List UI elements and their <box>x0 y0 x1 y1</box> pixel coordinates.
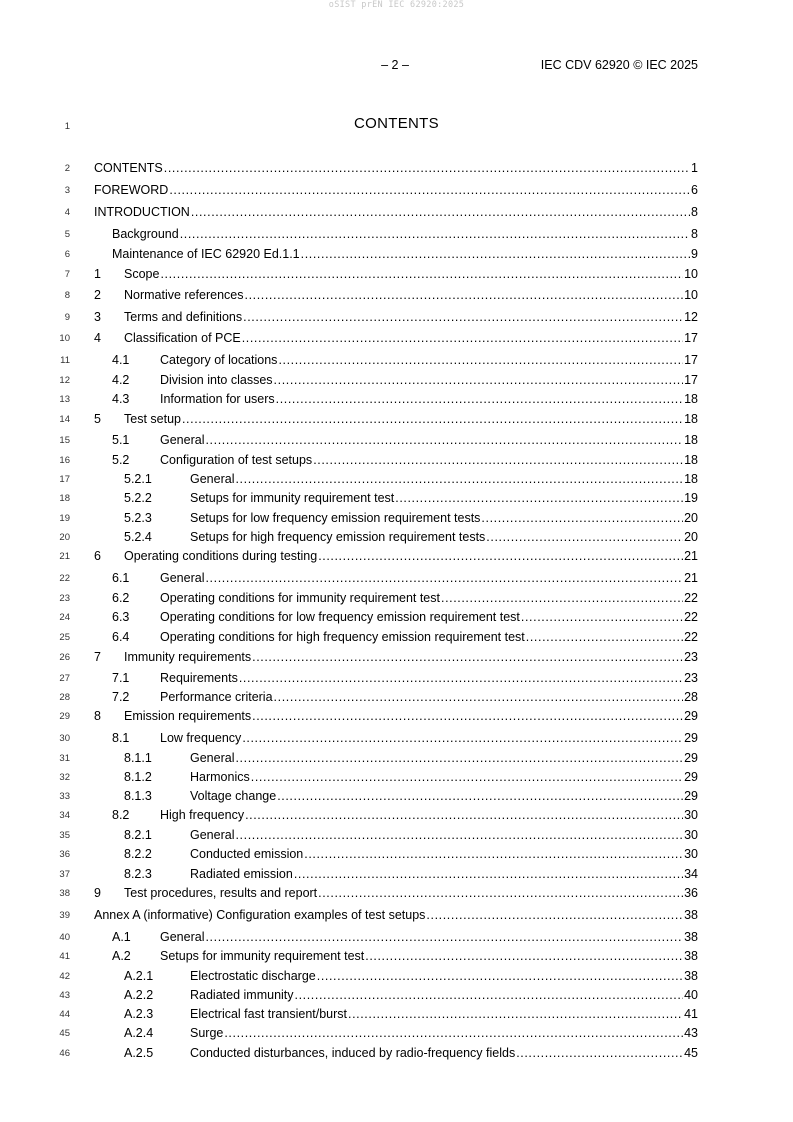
dot-leader <box>318 885 683 901</box>
toc-entry[interactable] <box>112 372 698 388</box>
toc-entry-number: 8.1.2 <box>124 770 152 784</box>
line-number: 43 <box>59 990 70 1001</box>
dot-leader <box>224 1025 683 1041</box>
toc-entry[interactable] <box>124 529 698 545</box>
toc-entry[interactable] <box>124 490 698 506</box>
line-number: 16 <box>59 455 70 466</box>
line-number: 42 <box>59 971 70 982</box>
line-number: 25 <box>59 632 70 643</box>
toc-entry-page: 18 <box>684 453 698 467</box>
toc-entry-number: 6.3 <box>112 610 130 624</box>
dot-leader <box>242 730 683 746</box>
toc-entry-title: FOREWORD <box>94 183 169 197</box>
toc-entry[interactable] <box>94 160 698 176</box>
toc-entry-number: A.2 <box>112 949 131 963</box>
dot-leader <box>277 788 683 804</box>
toc-entry-title: High frequency <box>160 808 245 822</box>
toc-entry-page: 40 <box>684 988 698 1002</box>
toc-entry-number: A.2.3 <box>124 1007 154 1021</box>
toc-entry[interactable] <box>124 788 698 804</box>
toc-entry-number: 8.2.1 <box>124 828 152 842</box>
dot-leader <box>235 827 683 843</box>
dot-leader <box>365 948 683 964</box>
toc-entry-number: A.2.4 <box>124 1026 154 1040</box>
dot-leader <box>205 929 683 945</box>
toc-entry-number: A.2.1 <box>124 969 154 983</box>
dot-leader <box>169 182 690 198</box>
dot-leader <box>295 987 684 1003</box>
toc-entry-number: 8.1 <box>112 731 130 745</box>
toc-entry-number: 6.1 <box>112 571 130 585</box>
toc-entry-page: 19 <box>684 491 698 505</box>
toc-entry[interactable] <box>94 266 698 282</box>
toc-entry-page: 21 <box>684 549 698 563</box>
toc-entry-title: Operating conditions for high frequency emission requirement test <box>160 630 525 644</box>
toc-entry[interactable] <box>124 750 698 766</box>
dot-leader <box>441 590 683 606</box>
line-number: 8 <box>64 290 70 301</box>
toc-entry-page: 30 <box>684 828 698 842</box>
document-id: IEC CDV 62920 © IEC 2025 <box>540 58 698 72</box>
toc-entry-page: 34 <box>684 867 698 881</box>
line-number: 35 <box>59 830 70 841</box>
toc-entry-page: 18 <box>684 412 698 426</box>
line-number: 2 <box>64 163 70 174</box>
line-number: 19 <box>59 513 70 524</box>
toc-entry-page: 38 <box>684 908 698 922</box>
line-number: 39 <box>59 910 70 921</box>
toc-entry-title: Maintenance of IEC 62920 Ed.1.1 <box>112 247 300 261</box>
toc-entry-number: 5.2.2 <box>124 491 152 505</box>
toc-entry-title: Voltage change <box>190 789 277 803</box>
page-title: CONTENTS <box>354 115 439 132</box>
dot-leader <box>516 1045 683 1061</box>
toc-entry-title: Conducted emission <box>190 847 304 861</box>
line-number: 41 <box>59 951 70 962</box>
toc-entry-title: Operating conditions during testing <box>124 549 318 563</box>
toc-entry-page: 38 <box>684 949 698 963</box>
line-number: 1 <box>64 121 70 132</box>
toc-entry-number: 5 <box>94 412 101 426</box>
toc-entry-title: Category of locations <box>160 353 278 367</box>
toc-entry-page: 6 <box>691 183 698 197</box>
toc-entry[interactable] <box>124 1025 698 1041</box>
toc-entry-number: 5.1 <box>112 433 130 447</box>
toc-entry-page: 10 <box>684 267 698 281</box>
toc-entry-page: 10 <box>684 288 698 302</box>
toc-entry-page: 30 <box>684 808 698 822</box>
toc-entry-page: 21 <box>684 571 698 585</box>
line-number: 17 <box>59 474 70 485</box>
toc-entry[interactable] <box>94 287 698 303</box>
line-number: 23 <box>59 593 70 604</box>
toc-entry-page: 17 <box>684 331 698 345</box>
dot-leader <box>180 226 690 242</box>
toc-entry[interactable] <box>112 629 698 645</box>
toc-entry-number: 9 <box>94 886 101 900</box>
toc-entry-page: 43 <box>684 1026 698 1040</box>
toc-entry-page: 8 <box>691 227 698 241</box>
toc-entry-number: 6.4 <box>112 630 130 644</box>
toc-entry-number: 5.2 <box>112 453 130 467</box>
toc-entry-number: 7 <box>94 650 101 664</box>
line-number: 30 <box>59 733 70 744</box>
line-number: 6 <box>64 249 70 260</box>
dot-leader <box>395 490 683 506</box>
toc-entry[interactable] <box>94 708 698 724</box>
toc-entry[interactable] <box>94 411 698 427</box>
toc-entry[interactable] <box>124 1006 698 1022</box>
toc-entry[interactable] <box>112 452 698 468</box>
toc-entry-number: 1 <box>94 267 101 281</box>
dot-leader <box>205 432 683 448</box>
toc-entry[interactable] <box>94 330 698 346</box>
toc-entry[interactable] <box>124 866 698 882</box>
dot-leader <box>278 352 683 368</box>
toc-entry[interactable] <box>94 649 698 665</box>
toc-entry-page: 22 <box>684 591 698 605</box>
toc-entry-page: 17 <box>684 373 698 387</box>
toc-entry[interactable] <box>112 670 698 686</box>
line-number: 15 <box>59 435 70 446</box>
dot-leader <box>481 510 683 526</box>
toc-entry-number: 5.2.4 <box>124 530 152 544</box>
dot-leader <box>301 246 690 262</box>
toc-entry[interactable] <box>94 204 698 220</box>
toc-entry-number: 8.1.1 <box>124 751 152 765</box>
toc-entry-page: 22 <box>684 610 698 624</box>
toc-entry[interactable] <box>124 471 698 487</box>
toc-entry-number: 4.1 <box>112 353 130 367</box>
line-number: 21 <box>59 551 70 562</box>
line-number: 20 <box>59 532 70 543</box>
toc-entry-page: 45 <box>684 1046 698 1060</box>
line-number: 36 <box>59 849 70 860</box>
toc-entry-title: Emission requirements <box>124 709 252 723</box>
line-number: 44 <box>59 1009 70 1020</box>
line-number: 11 <box>60 355 70 366</box>
toc-entry-title: Radiated emission <box>190 867 293 881</box>
toc-entry-title: General <box>160 930 205 944</box>
toc-entry-page: 8 <box>691 205 698 219</box>
toc-entry-title: Normative references <box>124 288 244 302</box>
dot-leader <box>191 204 690 220</box>
toc-entry-page: 18 <box>684 433 698 447</box>
toc-entry-title: General <box>160 433 205 447</box>
toc-entry-title: Division into classes <box>160 373 273 387</box>
line-number: 38 <box>59 888 70 899</box>
dot-leader <box>182 411 683 427</box>
toc-entry-title: Low frequency <box>160 731 242 745</box>
toc-entry-title: Setups for immunity requirement test <box>190 491 395 505</box>
toc-entry-page: 29 <box>684 751 698 765</box>
line-number: 32 <box>59 772 70 783</box>
toc-entry[interactable] <box>112 352 698 368</box>
toc-entry-title: Classification of PCE <box>124 331 241 345</box>
dot-leader <box>304 846 683 862</box>
toc-entry-number: 8.2.3 <box>124 867 152 881</box>
toc-entry[interactable] <box>112 730 698 746</box>
toc-entry[interactable] <box>124 827 698 843</box>
toc-entry-title: CONTENTS <box>94 161 163 175</box>
line-number: 26 <box>59 652 70 663</box>
toc-entry-page: 1 <box>691 161 698 175</box>
toc-entry[interactable] <box>124 769 698 785</box>
toc-entry-title: General <box>160 571 205 585</box>
toc-entry[interactable] <box>112 609 698 625</box>
toc-entry-title: Background <box>112 227 179 241</box>
toc-entry-page: 22 <box>684 630 698 644</box>
line-number: 22 <box>59 573 70 584</box>
toc-entry-page: 20 <box>684 530 698 544</box>
line-number: 13 <box>59 394 70 405</box>
toc-entry-page: 29 <box>684 789 698 803</box>
dot-leader <box>243 309 683 325</box>
toc-entry-title: Information for users <box>160 392 275 406</box>
dot-leader <box>521 609 683 625</box>
toc-entry-number: 2 <box>94 288 101 302</box>
toc-entry-number: A.2.5 <box>124 1046 154 1060</box>
line-number: 31 <box>59 753 70 764</box>
toc-entry-page: 38 <box>684 969 698 983</box>
toc-entry[interactable] <box>124 968 698 984</box>
dot-leader <box>294 866 683 882</box>
toc-entry-title: Configuration of test setups <box>160 453 313 467</box>
toc-entry-number: 5.2.3 <box>124 511 152 525</box>
toc-entry-page: 18 <box>684 392 698 406</box>
toc-entry-title: Surge <box>190 1026 224 1040</box>
toc-entry-title: Immunity requirements <box>124 650 252 664</box>
toc-entry[interactable] <box>94 907 698 923</box>
toc-entry-title: Setups for high frequency emission requirement tests <box>190 530 486 544</box>
toc-entry-number: 8.1.3 <box>124 789 152 803</box>
toc-entry-number: A.1 <box>112 930 131 944</box>
line-number: 37 <box>59 869 70 880</box>
line-number: 4 <box>64 207 70 218</box>
toc-entry-number: 8.2 <box>112 808 130 822</box>
dot-leader <box>160 266 683 282</box>
toc-entry-page: 41 <box>684 1007 698 1021</box>
toc-entry[interactable] <box>94 548 698 564</box>
toc-entry[interactable] <box>112 948 698 964</box>
dot-leader <box>205 570 683 586</box>
toc-entry-number: A.2.2 <box>124 988 154 1002</box>
toc-entry-title: General <box>190 828 235 842</box>
toc-entry-title: General <box>190 751 235 765</box>
toc-entry-page: 29 <box>684 770 698 784</box>
toc-entry-title: Annex A (informative) Configuration examples of test setups <box>94 908 426 922</box>
toc-entry-page: 30 <box>684 847 698 861</box>
toc-entry-number: 6 <box>94 549 101 563</box>
line-number: 12 <box>59 375 70 386</box>
toc-entry[interactable] <box>124 846 698 862</box>
toc-entry[interactable] <box>124 1045 698 1061</box>
line-number: 40 <box>59 932 70 943</box>
line-number: 34 <box>59 810 70 821</box>
dot-leader <box>242 330 683 346</box>
toc-entry-page: 29 <box>684 731 698 745</box>
dot-leader <box>251 769 683 785</box>
line-number: 7 <box>64 269 70 280</box>
toc-entry-page: 38 <box>684 930 698 944</box>
toc-entry-page: 29 <box>684 709 698 723</box>
toc-entry-number: 7.2 <box>112 690 130 704</box>
line-number: 5 <box>64 229 70 240</box>
toc-entry-page: 23 <box>684 650 698 664</box>
toc-entry[interactable] <box>94 885 698 901</box>
toc-entry-number: 7.1 <box>112 671 130 685</box>
dot-leader <box>348 1006 683 1022</box>
toc-entry-number: 8 <box>94 709 101 723</box>
toc-entry[interactable] <box>112 391 698 407</box>
dot-leader <box>239 670 683 686</box>
toc-entry-number: 5.2.1 <box>124 472 152 486</box>
toc-entry-title: Setups for immunity requirement test <box>160 949 365 963</box>
line-number: 10 <box>59 333 70 344</box>
toc-entry-title: General <box>190 472 235 486</box>
dot-leader <box>245 807 683 823</box>
dot-leader <box>235 750 683 766</box>
line-number: 28 <box>59 692 70 703</box>
toc-entry-number: 6.2 <box>112 591 130 605</box>
toc-entry-title: Electrostatic discharge <box>190 969 316 983</box>
toc-entry-page: 18 <box>684 472 698 486</box>
toc-entry-page: 23 <box>684 671 698 685</box>
dot-leader <box>313 452 683 468</box>
toc-entry[interactable] <box>112 570 698 586</box>
toc-entry-page: 28 <box>684 690 698 704</box>
dot-leader <box>164 160 690 176</box>
toc-entry-number: 4 <box>94 331 101 345</box>
toc-entry[interactable] <box>112 929 698 945</box>
page-number: – 2 – <box>381 58 409 72</box>
dot-leader <box>274 689 684 705</box>
toc-entry-page: 20 <box>684 511 698 525</box>
toc-entry-number: 3 <box>94 310 101 324</box>
toc-entry-page: 12 <box>684 310 698 324</box>
toc-entry[interactable] <box>94 309 698 325</box>
toc-entry-page: 36 <box>684 886 698 900</box>
line-number: 29 <box>59 711 70 722</box>
toc-entry-title: INTRODUCTION <box>94 205 190 219</box>
dot-leader <box>318 548 683 564</box>
watermark: oSIST prEN IEC 62920:2025 <box>328 0 465 10</box>
toc-entry[interactable] <box>112 226 698 242</box>
dot-leader <box>245 287 684 303</box>
toc-entry-title: Terms and definitions <box>124 310 243 324</box>
line-number: 9 <box>64 312 70 323</box>
toc-entry[interactable] <box>112 432 698 448</box>
toc-entry-title: Operating conditions for low frequency emission requirement test <box>160 610 520 624</box>
line-number: 18 <box>59 493 70 504</box>
toc-entry-title: Performance criteria <box>160 690 273 704</box>
toc-entry-page: 17 <box>684 353 698 367</box>
dot-leader <box>276 391 683 407</box>
dot-leader <box>252 708 683 724</box>
toc-entry[interactable] <box>94 182 698 198</box>
toc-entry[interactable] <box>112 590 698 606</box>
toc-entry-title: Radiated immunity <box>190 988 294 1002</box>
line-number: 3 <box>64 185 70 196</box>
toc-entry-title: Electrical fast transient/burst <box>190 1007 348 1021</box>
dot-leader <box>274 372 684 388</box>
toc-entry-title: Conducted disturbances, induced by radio-frequency fields <box>190 1046 516 1060</box>
toc-entry[interactable] <box>124 510 698 526</box>
toc-entry-title: Test setup <box>124 412 181 426</box>
toc-entry[interactable] <box>124 987 698 1003</box>
line-number: 33 <box>59 791 70 802</box>
toc-entry-title: Harmonics <box>190 770 250 784</box>
toc-entry-number: 8.2.2 <box>124 847 152 861</box>
toc-entry-title: Scope <box>124 267 160 281</box>
toc-entry-number: 4.2 <box>112 373 130 387</box>
toc-entry-title: Requirements <box>160 671 238 685</box>
line-number: 45 <box>59 1028 70 1039</box>
toc-entry-title: Operating conditions for immunity requirement test <box>160 591 440 605</box>
line-number: 24 <box>59 612 70 623</box>
toc-entry-number: 4.3 <box>112 392 130 406</box>
toc-entry[interactable] <box>112 807 698 823</box>
toc-entry-title: Setups for low frequency emission requirement tests <box>190 511 481 525</box>
toc-entry-title: Test procedures, results and report <box>124 886 318 900</box>
dot-leader <box>317 968 683 984</box>
toc-entry-page: 9 <box>691 247 698 261</box>
toc-entry[interactable] <box>112 246 698 262</box>
line-number: 46 <box>59 1048 70 1059</box>
line-number: 27 <box>59 673 70 684</box>
line-number: 14 <box>59 414 70 425</box>
dot-leader <box>526 629 683 645</box>
dot-leader <box>235 471 683 487</box>
dot-leader <box>426 907 683 923</box>
dot-leader <box>486 529 683 545</box>
dot-leader <box>252 649 683 665</box>
toc-entry[interactable] <box>112 689 698 705</box>
